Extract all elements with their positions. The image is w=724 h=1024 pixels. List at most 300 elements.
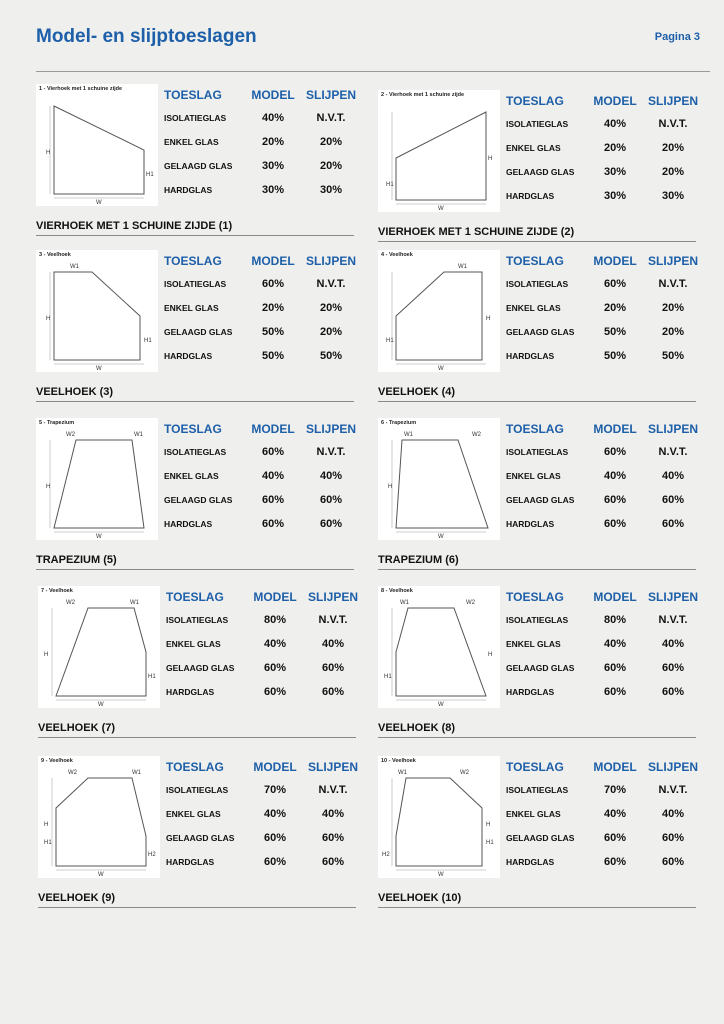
table-row	[506, 850, 702, 874]
shape-outline	[396, 272, 482, 360]
shape-cell	[36, 250, 366, 410]
glass-type: ISOLATIEGLAS	[506, 119, 569, 129]
glass-type: HARDGLAS	[506, 191, 555, 201]
diagram-label: 2 - Vierhoek met 1 schuine zijde	[381, 92, 465, 98]
shape-outline-svg	[378, 418, 500, 540]
model-value: 40%	[603, 808, 627, 820]
model-value: 40%	[263, 808, 287, 820]
model-value: 80%	[603, 614, 627, 626]
table-row	[164, 178, 360, 202]
shape-outline	[54, 272, 140, 360]
shape-divider	[36, 235, 354, 236]
slijpen-value: 60%	[321, 686, 345, 698]
slijpen-value: 60%	[661, 494, 685, 506]
table-row	[506, 488, 702, 512]
model-value: 50%	[603, 350, 627, 362]
slijpen-value: 60%	[661, 662, 685, 674]
shape-outline	[54, 440, 144, 528]
dimension-label-w: W	[438, 206, 444, 212]
shape-divider	[378, 401, 696, 402]
column-header-model: MODEL	[253, 760, 297, 774]
dimension-label-w2: W2	[66, 432, 75, 438]
table-row	[164, 272, 360, 296]
glass-type: ENKEL GLAS	[506, 143, 561, 153]
table-row	[166, 778, 362, 802]
table-header-row	[166, 586, 362, 608]
model-value: 20%	[261, 302, 285, 314]
slijpen-value: 30%	[661, 190, 685, 202]
column-header-slijpen: SLIJPEN	[305, 254, 356, 268]
table-header-row	[164, 250, 360, 272]
dimension-label-w1: W1	[398, 770, 407, 776]
glass-type: GELAAGD GLAS	[506, 495, 575, 505]
dimension-label-w: W	[438, 872, 444, 878]
dimension-label-h: H	[44, 822, 49, 828]
surcharge-table	[164, 84, 360, 202]
glass-type: ISOLATIEGLAS	[506, 447, 569, 457]
dimension-label-w1: W1	[130, 600, 139, 606]
glass-type: ENKEL GLAS	[164, 303, 219, 313]
shape-title: VEELHOEK (9)	[38, 892, 116, 904]
dimension-label-h1: H1	[386, 338, 394, 344]
shape-title: VEELHOEK (8)	[378, 722, 456, 734]
column-header-toeslag: TOESLAG	[506, 94, 564, 108]
slijpen-value: 20%	[661, 302, 685, 314]
model-value: 60%	[261, 446, 285, 458]
shape-title: TRAPEZIUM (6)	[378, 554, 459, 566]
model-value: 30%	[261, 160, 285, 172]
shape-outline-svg	[378, 756, 500, 878]
table-header-row	[506, 418, 702, 440]
slijpen-value: 50%	[661, 350, 685, 362]
shape-diagram	[378, 90, 500, 212]
shape-title: VEELHOEK (7)	[38, 722, 116, 734]
dimension-label-w2: W2	[466, 600, 475, 606]
glass-type: ENKEL GLAS	[506, 809, 561, 819]
shape-cell	[378, 418, 708, 578]
dimension-label-h: H	[488, 652, 493, 658]
slijpen-value: 50%	[319, 350, 343, 362]
dimension-label-h1: H1	[384, 674, 392, 680]
table-row	[506, 296, 702, 320]
dimension-label-w: W	[98, 702, 104, 708]
shape-outline-svg	[378, 250, 500, 372]
shape-divider	[378, 737, 696, 738]
slijpen-value: N.V.T.	[658, 784, 688, 796]
slijpen-value: 60%	[661, 686, 685, 698]
model-value: 50%	[603, 326, 627, 338]
column-header-toeslag: TOESLAG	[166, 760, 224, 774]
slijpen-value: 20%	[319, 136, 343, 148]
dimension-label-w2: W2	[66, 600, 75, 606]
dimension-label-w: W	[96, 200, 102, 206]
table-row	[506, 112, 702, 136]
column-header-toeslag: TOESLAG	[506, 590, 564, 604]
slijpen-value: 40%	[319, 470, 343, 482]
model-value: 40%	[603, 638, 627, 650]
table-row	[166, 850, 362, 874]
glass-type: HARDGLAS	[506, 351, 555, 361]
shape-cell	[36, 418, 366, 578]
glass-type: GELAAGD GLAS	[506, 663, 575, 673]
glass-type: GELAAGD GLAS	[506, 327, 575, 337]
shape-cell	[378, 90, 708, 250]
column-header-slijpen: SLIJPEN	[647, 760, 698, 774]
shape-divider	[38, 737, 356, 738]
model-value: 60%	[261, 494, 285, 506]
diagram-label: 9 - Veelhoek	[41, 758, 73, 764]
glass-type: HARDGLAS	[164, 351, 213, 361]
dimension-label-w1: W1	[400, 600, 409, 606]
slijpen-value: 20%	[319, 160, 343, 172]
slijpen-value: 20%	[661, 142, 685, 154]
glass-type: ISOLATIEGLAS	[506, 279, 569, 289]
slijpen-value: N.V.T.	[316, 112, 346, 124]
diagram-label: 4 - Veelhoek	[381, 252, 413, 258]
table-row	[506, 136, 702, 160]
dimension-label-w2: W2	[68, 770, 77, 776]
slijpen-value: 20%	[661, 326, 685, 338]
dimension-label-h1: H1	[386, 182, 394, 188]
table-row	[506, 778, 702, 802]
dimension-label-w2: W2	[460, 770, 469, 776]
glass-type: ISOLATIEGLAS	[164, 113, 227, 123]
table-row	[506, 656, 702, 680]
glass-type: ISOLATIEGLAS	[166, 615, 229, 625]
shape-divider	[36, 401, 354, 402]
dimension-label-h1: H1	[144, 338, 152, 344]
dimension-label-w1: W1	[134, 432, 143, 438]
slijpen-value: 60%	[321, 662, 345, 674]
table-row	[166, 680, 362, 704]
table-row	[506, 512, 702, 536]
shape-diagram	[36, 250, 158, 372]
model-value: 30%	[603, 166, 627, 178]
shape-title: VEELHOEK (3)	[36, 386, 114, 398]
table-row	[164, 512, 360, 536]
shape-divider	[378, 907, 696, 908]
column-header-toeslag: TOESLAG	[164, 254, 222, 268]
model-value: 60%	[603, 278, 627, 290]
glass-type: GELAAGD GLAS	[506, 167, 575, 177]
diagram-label: 1 - Vierhoek met 1 schuine zijde	[39, 86, 123, 92]
dimension-label-w1: W1	[70, 264, 79, 270]
shape-divider	[36, 569, 354, 570]
diagram-label: 6 - Trapezium	[381, 420, 417, 426]
slijpen-value: N.V.T.	[658, 118, 688, 130]
shape-diagram	[378, 250, 500, 372]
table-header-row	[506, 586, 702, 608]
column-header-toeslag: TOESLAG	[506, 760, 564, 774]
shape-outline-svg	[378, 586, 500, 708]
surcharge-table	[166, 756, 362, 874]
model-value: 60%	[261, 518, 285, 530]
table-header-row	[164, 84, 360, 106]
dimension-label-h1: H1	[44, 840, 52, 846]
shape-cell	[36, 84, 366, 244]
column-header-model: MODEL	[593, 94, 637, 108]
model-value: 50%	[261, 326, 285, 338]
table-row	[506, 160, 702, 184]
shape-divider	[378, 241, 696, 242]
model-value: 40%	[603, 470, 627, 482]
model-value: 20%	[261, 136, 285, 148]
slijpen-value: 60%	[661, 518, 685, 530]
surcharge-table	[506, 586, 702, 704]
slijpen-value: 60%	[661, 856, 685, 868]
table-header-row	[506, 756, 702, 778]
table-row	[166, 656, 362, 680]
shape-divider	[38, 907, 356, 908]
shape-title: VEELHOEK (4)	[378, 386, 456, 398]
dimension-label-w: W	[438, 702, 444, 708]
dimension-label-h: H	[44, 652, 49, 658]
glass-type: ENKEL GLAS	[166, 639, 221, 649]
slijpen-value: N.V.T.	[316, 278, 346, 290]
table-row	[164, 130, 360, 154]
dimension-label-h: H	[486, 316, 491, 322]
model-value: 60%	[603, 662, 627, 674]
shape-divider	[378, 569, 696, 570]
slijpen-value: 30%	[319, 184, 343, 196]
model-value: 50%	[261, 350, 285, 362]
shape-diagram	[378, 586, 500, 708]
slijpen-value: 20%	[319, 302, 343, 314]
glass-type: GELAAGD GLAS	[164, 327, 233, 337]
model-value: 40%	[261, 470, 285, 482]
glass-type: ENKEL GLAS	[506, 639, 561, 649]
slijpen-value: 40%	[661, 638, 685, 650]
column-header-slijpen: SLIJPEN	[307, 590, 358, 604]
dimension-label-w: W	[98, 872, 104, 878]
table-row	[164, 464, 360, 488]
glass-type: ISOLATIEGLAS	[506, 785, 569, 795]
shape-outline	[396, 440, 488, 528]
slijpen-value: N.V.T.	[316, 446, 346, 458]
shape-cell	[378, 756, 708, 916]
glass-type: ENKEL GLAS	[164, 471, 219, 481]
page-number: Pagina 3	[654, 31, 700, 43]
slijpen-value: N.V.T.	[318, 784, 348, 796]
dimension-label-w1: W1	[404, 432, 413, 438]
table-header-row	[506, 90, 702, 112]
shape-outline	[56, 608, 146, 696]
slijpen-value: 60%	[319, 518, 343, 530]
column-header-model: MODEL	[593, 590, 637, 604]
column-header-slijpen: SLIJPEN	[305, 88, 356, 102]
table-row	[506, 272, 702, 296]
surcharge-table	[506, 418, 702, 536]
shape-outline-svg	[38, 586, 160, 708]
model-value: 60%	[263, 662, 287, 674]
table-row	[164, 296, 360, 320]
column-header-toeslag: TOESLAG	[164, 88, 222, 102]
column-header-toeslag: TOESLAG	[506, 422, 564, 436]
glass-type: ISOLATIEGLAS	[166, 785, 229, 795]
model-value: 60%	[263, 832, 287, 844]
column-header-model: MODEL	[251, 88, 295, 102]
table-row	[506, 608, 702, 632]
slijpen-value: 20%	[319, 326, 343, 338]
model-value: 70%	[603, 784, 627, 796]
slijpen-value: 60%	[319, 494, 343, 506]
shape-outline-svg	[38, 756, 160, 878]
model-value: 40%	[603, 118, 627, 130]
glass-type: ENKEL GLAS	[506, 303, 561, 313]
table-row	[166, 802, 362, 826]
table-row	[506, 184, 702, 208]
slijpen-value: N.V.T.	[658, 614, 688, 626]
dimension-label-w: W	[96, 366, 102, 372]
shape-title: TRAPEZIUM (5)	[36, 554, 117, 566]
glass-type: ENKEL GLAS	[164, 137, 219, 147]
shape-cell	[38, 586, 368, 746]
column-header-model: MODEL	[253, 590, 297, 604]
column-header-model: MODEL	[593, 422, 637, 436]
model-value: 60%	[263, 686, 287, 698]
model-value: 30%	[261, 184, 285, 196]
shape-title: VEELHOEK (10)	[378, 892, 462, 904]
column-header-toeslag: TOESLAG	[166, 590, 224, 604]
model-value: 40%	[263, 638, 287, 650]
glass-type: ENKEL GLAS	[166, 809, 221, 819]
dimension-label-h1: H1	[148, 674, 156, 680]
surcharge-table	[166, 586, 362, 704]
glass-type: GELAAGD GLAS	[506, 833, 575, 843]
glass-type: GELAAGD GLAS	[164, 161, 233, 171]
model-value: 60%	[263, 856, 287, 868]
model-value: 40%	[261, 112, 285, 124]
dimension-label-w1: W1	[132, 770, 141, 776]
glass-type: GELAAGD GLAS	[166, 833, 235, 843]
dimension-label-w2: W2	[472, 432, 481, 438]
diagram-label: 7 - Veelhoek	[41, 588, 73, 594]
model-value: 60%	[603, 856, 627, 868]
shape-cell	[378, 250, 708, 410]
slijpen-value: N.V.T.	[318, 614, 348, 626]
slijpen-value: 20%	[661, 166, 685, 178]
shape-diagram	[38, 586, 160, 708]
model-value: 60%	[603, 494, 627, 506]
slijpen-value: 60%	[661, 832, 685, 844]
dimension-label-h: H	[46, 316, 51, 322]
slijpen-value: 40%	[321, 808, 345, 820]
shape-diagram	[378, 418, 500, 540]
shape-title: VIERHOEK MET 1 SCHUINE ZIJDE (2)	[378, 226, 575, 238]
dimension-label-h: H	[46, 150, 51, 156]
table-row	[506, 464, 702, 488]
glass-type: HARDGLAS	[506, 857, 555, 867]
glass-type: HARDGLAS	[506, 519, 555, 529]
slijpen-value: N.V.T.	[658, 278, 688, 290]
dimension-label-h: H	[388, 484, 393, 490]
diagram-label: 10 - Veelhoek	[381, 758, 416, 764]
dimension-label-h2: H2	[148, 852, 156, 858]
shape-cell	[378, 586, 708, 746]
table-row	[506, 802, 702, 826]
surcharge-table	[164, 250, 360, 368]
diagram-label: 5 - Trapezium	[39, 420, 75, 426]
shape-outline-svg	[36, 250, 158, 372]
header-divider	[36, 71, 710, 72]
glass-type: HARDGLAS	[166, 857, 215, 867]
shape-diagram	[378, 756, 500, 878]
table-row	[164, 488, 360, 512]
table-row	[166, 826, 362, 850]
surcharge-table	[506, 90, 702, 208]
dimension-label-h: H	[46, 484, 51, 490]
glass-type: HARDGLAS	[164, 185, 213, 195]
column-header-model: MODEL	[593, 254, 637, 268]
slijpen-value: 40%	[321, 638, 345, 650]
model-value: 20%	[603, 142, 627, 154]
dimension-label-h1: H1	[146, 172, 154, 178]
column-header-toeslag: TOESLAG	[164, 422, 222, 436]
model-value: 60%	[603, 446, 627, 458]
diagram-label: 8 - Veelhoek	[381, 588, 413, 594]
shape-outline-svg	[36, 84, 158, 206]
dimension-label-w: W	[96, 534, 102, 540]
slijpen-value: 60%	[321, 832, 345, 844]
table-row	[164, 154, 360, 178]
table-header-row	[166, 756, 362, 778]
glass-type: GELAAGD GLAS	[166, 663, 235, 673]
table-row	[164, 440, 360, 464]
slijpen-value: 60%	[321, 856, 345, 868]
dimension-label-w: W	[438, 366, 444, 372]
dimension-label-h: H	[488, 156, 493, 162]
table-row	[506, 320, 702, 344]
dimension-label-w1: W1	[458, 264, 467, 270]
shape-outline	[54, 106, 144, 194]
column-header-model: MODEL	[593, 760, 637, 774]
glass-type: HARDGLAS	[164, 519, 213, 529]
dimension-label-h: H	[486, 822, 491, 828]
shape-outline	[56, 778, 146, 866]
table-row	[166, 632, 362, 656]
column-header-slijpen: SLIJPEN	[647, 422, 698, 436]
model-value: 80%	[263, 614, 287, 626]
shape-title: VIERHOEK MET 1 SCHUINE ZIJDE (1)	[36, 220, 233, 232]
column-header-model: MODEL	[251, 422, 295, 436]
shape-outline-svg	[378, 90, 500, 212]
table-row	[506, 826, 702, 850]
column-header-slijpen: SLIJPEN	[305, 422, 356, 436]
shape-diagram	[36, 84, 158, 206]
model-value: 30%	[603, 190, 627, 202]
glass-type: ISOLATIEGLAS	[506, 615, 569, 625]
slijpen-value: N.V.T.	[658, 446, 688, 458]
model-value: 60%	[603, 518, 627, 530]
column-header-slijpen: SLIJPEN	[647, 590, 698, 604]
diagram-label: 3 - Veelhoek	[39, 252, 71, 258]
column-header-slijpen: SLIJPEN	[647, 94, 698, 108]
table-header-row	[164, 418, 360, 440]
table-row	[164, 106, 360, 130]
column-header-slijpen: SLIJPEN	[307, 760, 358, 774]
shape-outline	[396, 112, 486, 200]
glass-type: HARDGLAS	[506, 687, 555, 697]
glass-type: ENKEL GLAS	[506, 471, 561, 481]
table-header-row	[506, 250, 702, 272]
model-value: 70%	[263, 784, 287, 796]
shape-diagram	[38, 756, 160, 878]
glass-type: ISOLATIEGLAS	[164, 279, 227, 289]
shape-outline	[396, 608, 486, 696]
surcharge-table	[164, 418, 360, 536]
column-header-slijpen: SLIJPEN	[647, 254, 698, 268]
page-title: Model- en slijptoeslagen	[36, 26, 257, 47]
